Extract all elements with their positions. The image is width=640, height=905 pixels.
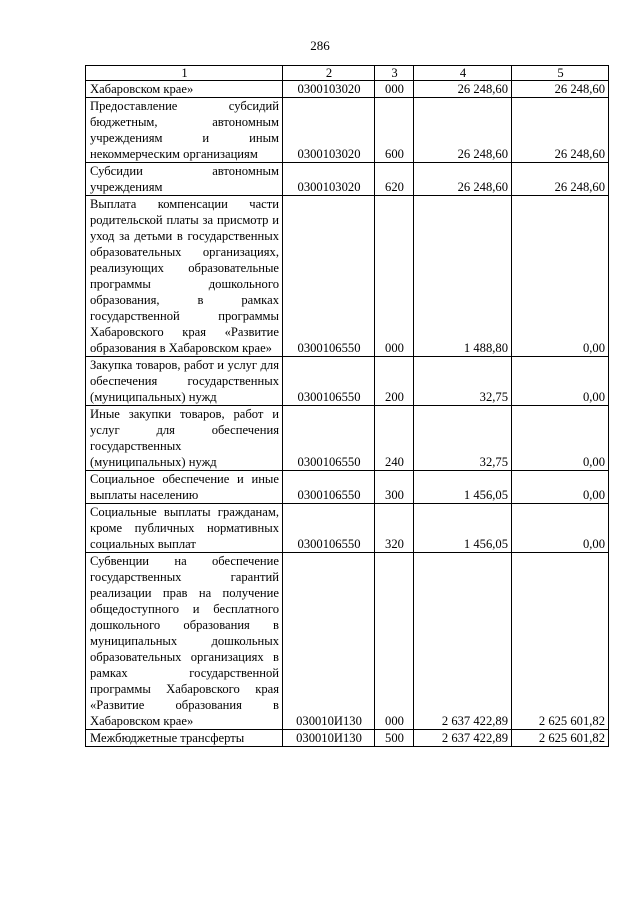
row-name-cell: Межбюджетные трансферты bbox=[86, 730, 283, 747]
row-name-cell: Выплата компенсации части родительской платы за присмотр и уход за детьми в государственных образовательных организациях, реализующих образовательные программы дошкольного образования, в рамках государственной программы Хабаровского края «Развитие образования в Хабаровском крае» bbox=[86, 196, 283, 357]
row-amount-2-cell: 0,00 bbox=[512, 406, 609, 471]
table-row bbox=[86, 98, 609, 163]
row-name-cell: Субсидии автономным учреждениям bbox=[86, 163, 283, 196]
row-expense-type-cell: 300 bbox=[375, 471, 414, 504]
row-expense-type-cell: 000 bbox=[375, 196, 414, 357]
row-name-cell: Закупка товаров, работ и услуг для обеспечения государственных (муниципальных) нужд bbox=[86, 357, 283, 406]
table-row bbox=[86, 81, 609, 98]
row-target-code-cell: 0300106550 bbox=[283, 406, 375, 471]
row-amount-2-cell: 0,00 bbox=[512, 196, 609, 357]
row-amount-2-cell: 0,00 bbox=[512, 357, 609, 406]
row-target-code-cell: 030010И130 bbox=[283, 730, 375, 747]
row-amount-1-cell: 2 637 422,89 bbox=[414, 553, 512, 730]
row-amount-2-cell: 2 625 601,82 bbox=[512, 553, 609, 730]
row-amount-1-cell: 26 248,60 bbox=[414, 163, 512, 196]
header-cell: 4 bbox=[414, 66, 512, 81]
table-row bbox=[86, 553, 609, 730]
row-target-code-cell: 0300103020 bbox=[283, 98, 375, 163]
row-amount-2-cell: 26 248,60 bbox=[512, 81, 609, 98]
header-cell: 5 bbox=[512, 66, 609, 81]
row-amount-1-cell: 32,75 bbox=[414, 357, 512, 406]
row-expense-type-cell: 240 bbox=[375, 406, 414, 471]
row-target-code-cell: 0300103020 bbox=[283, 81, 375, 98]
table-row bbox=[86, 357, 609, 406]
budget-table bbox=[85, 65, 609, 747]
row-expense-type-cell: 600 bbox=[375, 98, 414, 163]
table-row bbox=[86, 730, 609, 747]
row-name-cell: Социальное обеспечение и иные выплаты населению bbox=[86, 471, 283, 504]
row-amount-2-cell: 2 625 601,82 bbox=[512, 730, 609, 747]
row-amount-1-cell: 26 248,60 bbox=[414, 81, 512, 98]
row-expense-type-cell: 320 bbox=[375, 504, 414, 553]
row-amount-2-cell: 26 248,60 bbox=[512, 163, 609, 196]
row-amount-1-cell: 2 637 422,89 bbox=[414, 730, 512, 747]
row-expense-type-cell: 000 bbox=[375, 81, 414, 98]
table-row bbox=[86, 406, 609, 471]
row-target-code-cell: 030010И130 bbox=[283, 553, 375, 730]
row-name-cell: Субвенции на обеспечение государственных гарантий реализации прав на получение общедоступного и бесплатного дошкольного образования в муниципальных дошкольных образовательных организациях в рамках государственной программы Хабаровского края «Развитие образования в Хабаровском крае» bbox=[86, 553, 283, 730]
row-expense-type-cell: 200 bbox=[375, 357, 414, 406]
table-row bbox=[86, 471, 609, 504]
row-target-code-cell: 0300106550 bbox=[283, 357, 375, 406]
row-amount-2-cell: 0,00 bbox=[512, 471, 609, 504]
row-amount-1-cell: 32,75 bbox=[414, 406, 512, 471]
row-target-code-cell: 0300106550 bbox=[283, 196, 375, 357]
page-number: 286 bbox=[310, 38, 330, 53]
table-header-row bbox=[86, 66, 609, 81]
row-amount-1-cell: 1 488,80 bbox=[414, 196, 512, 357]
table-row bbox=[86, 504, 609, 553]
row-expense-type-cell: 500 bbox=[375, 730, 414, 747]
row-amount-2-cell: 26 248,60 bbox=[512, 98, 609, 163]
row-amount-1-cell: 26 248,60 bbox=[414, 98, 512, 163]
row-name-cell: Социальные выплаты гражданам, кроме публичных нормативных социальных выплат bbox=[86, 504, 283, 553]
row-amount-1-cell: 1 456,05 bbox=[414, 471, 512, 504]
header-cell: 2 bbox=[283, 66, 375, 81]
row-amount-2-cell: 0,00 bbox=[512, 504, 609, 553]
table-row bbox=[86, 163, 609, 196]
header-cell: 1 bbox=[86, 66, 283, 81]
row-expense-type-cell: 620 bbox=[375, 163, 414, 196]
row-amount-1-cell: 1 456,05 bbox=[414, 504, 512, 553]
row-target-code-cell: 0300106550 bbox=[283, 471, 375, 504]
row-target-code-cell: 0300106550 bbox=[283, 504, 375, 553]
row-target-code-cell: 0300103020 bbox=[283, 163, 375, 196]
row-name-cell: Хабаровском крае» bbox=[86, 81, 283, 98]
row-name-cell: Предоставление субсидий бюджетным, автономным учреждениям и иным некоммерческим организациям bbox=[86, 98, 283, 163]
row-name-cell: Иные закупки товаров, работ и услуг для обеспечения государственных (муниципальных) нужд bbox=[86, 406, 283, 471]
table-row bbox=[86, 196, 609, 357]
header-cell: 3 bbox=[375, 66, 414, 81]
row-expense-type-cell: 000 bbox=[375, 553, 414, 730]
